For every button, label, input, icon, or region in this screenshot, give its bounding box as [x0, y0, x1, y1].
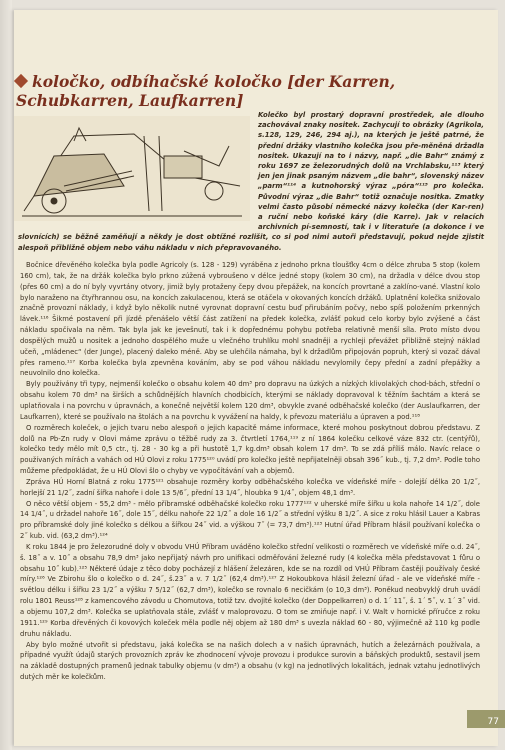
- page-number-tab: [467, 710, 505, 728]
- paragraph: Zpráva HÚ Horní Blatná z roku 1775¹²¹ obsahuje rozměry korby odběhačského kolečka ve vídeňské míře - dolejší délka 20 1/2˝, horlejší 21 1/2˝, zadní šířka nahoře i dole 13 5/6˝, přední 13 1/4˝, hloubka 9 1/4˝, objem 48,1 dm³.: [20, 477, 480, 497]
- page-number: 77: [487, 717, 499, 727]
- paragraph: Byly používány tři typy, nejmenší kolečko o obsahu kolem 40 dm³ pro dopravu na úzkých a nízkých klivolakých chod-bách, střední o obsahu kolem 70 dm³ na širších a schůdnějších hlavních chodbicích, kterými se náklady dopravoval k těžním šachtám a která se uplatňovala i na povrchu v úpravnách, a konečně největší kolem 120 dm³, obvykle zvané odběhačské kolečko (der Auslaufkarren, der Laufkarren), které se používalo na štolách a na povrchu k vyvážení na haldy, k převozu materiálu a úpraven a pod.¹¹⁸: [20, 380, 480, 421]
- intro-text: Kolečko byl prostarý dopravní prostředek, ale dlouho zachovával znaky nositek. Zachycují to obrázky (Agrikola, s.128, 129, 246, 294 aj.), na kterých je ještě patrné, že přední držáky vlastního kolečka jsou pře-měněná držadla nositek. Ukazují na to i názvy, např. „die Bahr“ známý z roku 1697 ze železorudných dolů na Vrchlabsku,¹¹³ který jen jen jinak psaným názvem „die bahr“, slovenský název „parm“¹¹⁴ a kutnohorský výraz „póra“¹¹⁵ pro kolečka. Původní výraz „die Bahr“ totiž označuje nositka. Zmatky velmi často působí německé názvy kolečka (der Kar-ren) a ruční nebo koňské káry (die Karre). Jak v relacích archivních pí-semností, tak i v literatuře (a dokonce i ve slovnících) se běžně zaměňují a někdy je dost obtížné rozlišit, co si pod nimi autoři představují, pokud nejde zjistit alespoň přibližně objem nebo váhu nákladu v nich přepravovaného.: [18, 111, 484, 252]
- section-heading: [16, 72, 476, 110]
- wheelbarrow-woodcut-illustration: [14, 116, 250, 221]
- heading-text: koločko, odbíhačské koločko [der Karren, Schubkarren, Laufkarren]: [16, 72, 396, 110]
- paragraph: Aby bylo možné utvořit si představu, jaká kolečka se na našich dolech a v našich úpravnách, hutích a železárnách používala, a případné využít údajů starých provozních zpráv ke zhodnocení vývoje provozu i produkce surovin a báňských produktů, sestavil jsem na základě dostupných pramenů jednak tabulky objemu (v dm³) a obsahu (v kg) na jednotlivých lokalitách, jednak vztahu jednotlivých dutých měr ke kolečkům.: [20, 640, 480, 682]
- paragraph: O něco větší objem - 55,2 dm³ - mělo příbramské odběhačské kolečko roku 1777¹²² v uherské míře šířku u kola nahoře 14 1/2˝, dole 14 1/4˝, u držadel nahoře 16˝, dole 15˝, délku nahoře 22 1/2˝ a dole 16 1/2˝ a střední výšku 8 1/2˝. A sice z roku hlásil Lauer a Kabras pro příbramské doly jiné kolečko s délkou a šířkou 24˝ vid. a výškou 7˝ (= 73,7 dm³).¹²³ Hutní úřad Příbram hlásil používaní kolečka o 2˝ kub. vid. (63,2 dm³).¹²⁴: [20, 499, 480, 541]
- paragraph: K roku 1844 je pro železorudné doly v obvodu VHÚ Příbram uváděno kolečko střední velikosti o rozměrech ve vídeňské míře o.d. 24˝, š. 18˝ a v. 10˝ a obsahu 78,9 dm³ jako nepřijatý návrh pro unifikaci odměřování železné rudy (4 kolečka měla představovat 1 fůru o obsahu 10˝ kub).¹²⁵ Některé údaje z těco doby pocházejí z hlášení železáren, kde se na rozdíl od VHÚ Příbram častěji používaly české míry.¹²⁶ Ve Zbirohu šlo o kolečko o d. 24˝, š.23˝ a v. 7 1/2˝ (62,4 dm³).¹²⁷ Z Hokoubkova hlásil železní úřad - ale ve vídeňské míře - světlou délku i šířku 23 1/2˝ a výšku 7 5/12˝ (62,7 dm³), kolečko se rovnalo 6 necičkám (o 10,3 dm³). Poněkud neobvyklý druh uvádí rolu 1801 Reuss¹²⁸ z kamencového závodu u Chomutova, totiž tzv. dvojité kolečko (der Doppelkarren) o d. 1´ 11˝, š. 1´ 5˝, v. 1´ 3˝ vid. a objemu 107,2 dm³. Kolečka se uplatňovala stále, zvlášť v maloprovozu. O tom se zmiňuje např. i V. Walt v hornické příručce z roku 1911.¹²⁹ Korba dřevěných či kovových koleček měla podle něj objem až 180 dm³ s uvezla náklad 60 - 80, výjimečně až 110 kg podle druhu nákladu.: [20, 542, 480, 638]
- scan-edge: [0, 0, 12, 750]
- paragraph: O rozměrech koleček, o jejich tvaru nebo alespoň o jejich kapacitě máme informace, které mohou poskytnout dobrou představu. Z dolů na Pb-Zn rudy v Olovi máme zprávu o těžbě rudy za 3. čtvrtletí 1764,¹¹⁹ z ní 1864 kolečku celkové váze 832 ctr. (centýřů), kolečko tedy mělo mít 0,5 ctr., tj. 28 - 30 kg a při hustotě 1,7 kg.dm³ obsah kolem 17 dm³. To se zdá příliš málo. Navíc relace o používaných mírách a vahách od HÚ Olovi z roku 1775¹²⁰ uvádí pro kolečko ještě nepřijatelněji obsah 396˝ kub., tj. 7,2 dm³. Podle toho můžeme předpokládat, že u HÚ Olovi šlo o chyby ve vypočítávání vah a objemů.: [20, 423, 480, 476]
- body-text: [20, 260, 480, 683]
- paragraph: Bočnice dřevěného kolečka byla podle Agricoly (s. 128 - 129) vyráběna z jednoho prkna tloušťky 4cm o délce zhruba 5 stop (kolem 160 cm), tak, že na držák kolečka bylo prkno zúžená vybroušeno v délce jedné stopy (kolem 30 cm), na držadla v délce dvou stop (přes 60 cm) a do ní byly vyvrtány otvory, jimiž byly protaženy čepy dvou přepážek, na koncích provrtané a zaklíno-vané. Vlastní kolo bylo naraženo na čtyřhrannou osu, na koncích zakulacenou, která se otáčela v okovaných koncích držáků. Uplatnění kolečka snižovalo značně provozní náklady, i když bylo několik nutné vyrovnat dopravní cestu buď přirubáním počvy, nebo spíš položením prkenných lávek.¹¹⁶ Šikmé postavení při jízdě přenášelo větší část zatížení na předek kolečka, zvlášť pokud celo korby bylo zvýšené a část nákladu spočívala na něm. Tak byla jak ke jevešnutí, tak i k dopřednému pohybu potřeba relativně menší síla. Proto místo dvou dospělých mužů u nositek a jednoho dospělého muže u vlečného truhlíku mohl snadněji a rychleji převážet přibližně stejný náklad učeň, „mládenec“ (der Junge), placený daleko méně. Aby se ulehčila námaha, byl k držadlům připojován popruh, který si vozač dával přes rameno.¹¹⁷ Korba kolečka byla zpevněna kováním, aby se pod váhou nákladu nevylomily čepy přední a zadní přepážky a neuvolnilo dno kolečka.: [20, 261, 480, 378]
- ornament-icon: [14, 74, 28, 88]
